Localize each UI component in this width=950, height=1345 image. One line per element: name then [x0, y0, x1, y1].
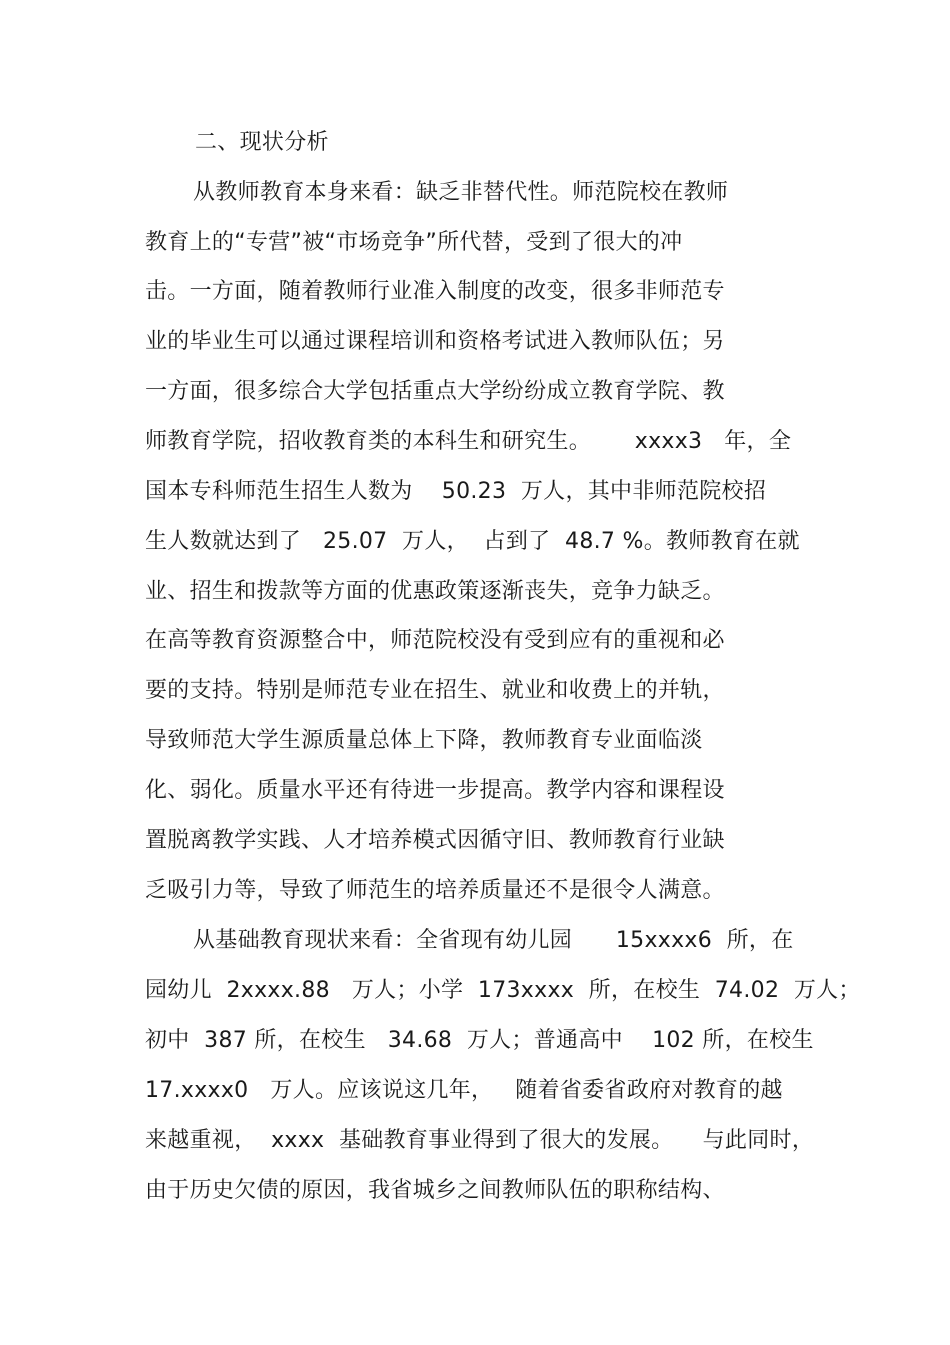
text-line: 国本专科师范生招生人数为 50.23 万人，其中非师范院校招 [145, 479, 767, 504]
section-heading: 二、现状分析 [195, 130, 329, 155]
text-line: 一方面，很多综合大学包括重点大学纷纷成立教育学院、教 [145, 379, 725, 404]
text-line: 来越重视， xxxx 基础教育事业得到了很大的发展。 与此同时， [145, 1128, 815, 1153]
text-line: 从教师教育本身来看：缺乏非替代性。师范院校在教师 [193, 180, 729, 205]
text-line: 在高等教育资源整合中，师范院校没有受到应有的重视和必 [145, 628, 725, 653]
text-line: 化、弱化。质量水平还有待进一步提高。教学内容和课程设 [145, 778, 725, 803]
text-line: 导致师范大学生源质量总体上下降，教师教育专业面临淡 [145, 728, 703, 753]
text-line: 业的毕业生可以通过课程培训和资格考试进入教师队伍；另 [145, 329, 725, 354]
text-line: 由于历史欠债的原因，我省城乡之间教师队伍的职称结构、 [145, 1178, 725, 1203]
text-line: 生人数就达到了 25.07 万人， 占到了 48.7 %。教师教育在就 [145, 529, 800, 554]
text-line: 教育上的“专营”被“市场竞争”所代替，受到了很大的冲 [145, 230, 683, 255]
text-line: 置脱离教学实践、人才培养模式因循守旧、教师教育行业缺 [145, 828, 725, 853]
text-line: 从基础教育现状来看：全省现有幼儿园 15xxxx6 所，在 [193, 928, 794, 953]
text-line: 乏吸引力等，导致了师范生的培养质量还不是很令人满意。 [145, 878, 725, 903]
text-line: 业、招生和拨款等方面的优惠政策逐渐丧失，竞争力缺乏。 [145, 579, 725, 604]
text-line: 园幼儿 2xxxx.88 万人；小学 173xxxx 所，在校生 74.02 万人； [145, 978, 861, 1003]
text-line: 要的支持。特别是师范专业在招生、就业和收费上的并轨， [145, 678, 725, 703]
text-line: 击。一方面，随着教师行业准入制度的改变，很多非师范专 [145, 279, 725, 304]
text-line: 师教育学院，招收教育类的本科生和研究生。 xxxx3 年，全 [145, 429, 792, 454]
text-line: 17.xxxx0 万人。应该说这几年， 随着省委省政府对教育的越 [145, 1078, 783, 1103]
text-line: 初中 387 所，在校生 34.68 万人；普通高中 102 所，在校生 [145, 1028, 814, 1053]
